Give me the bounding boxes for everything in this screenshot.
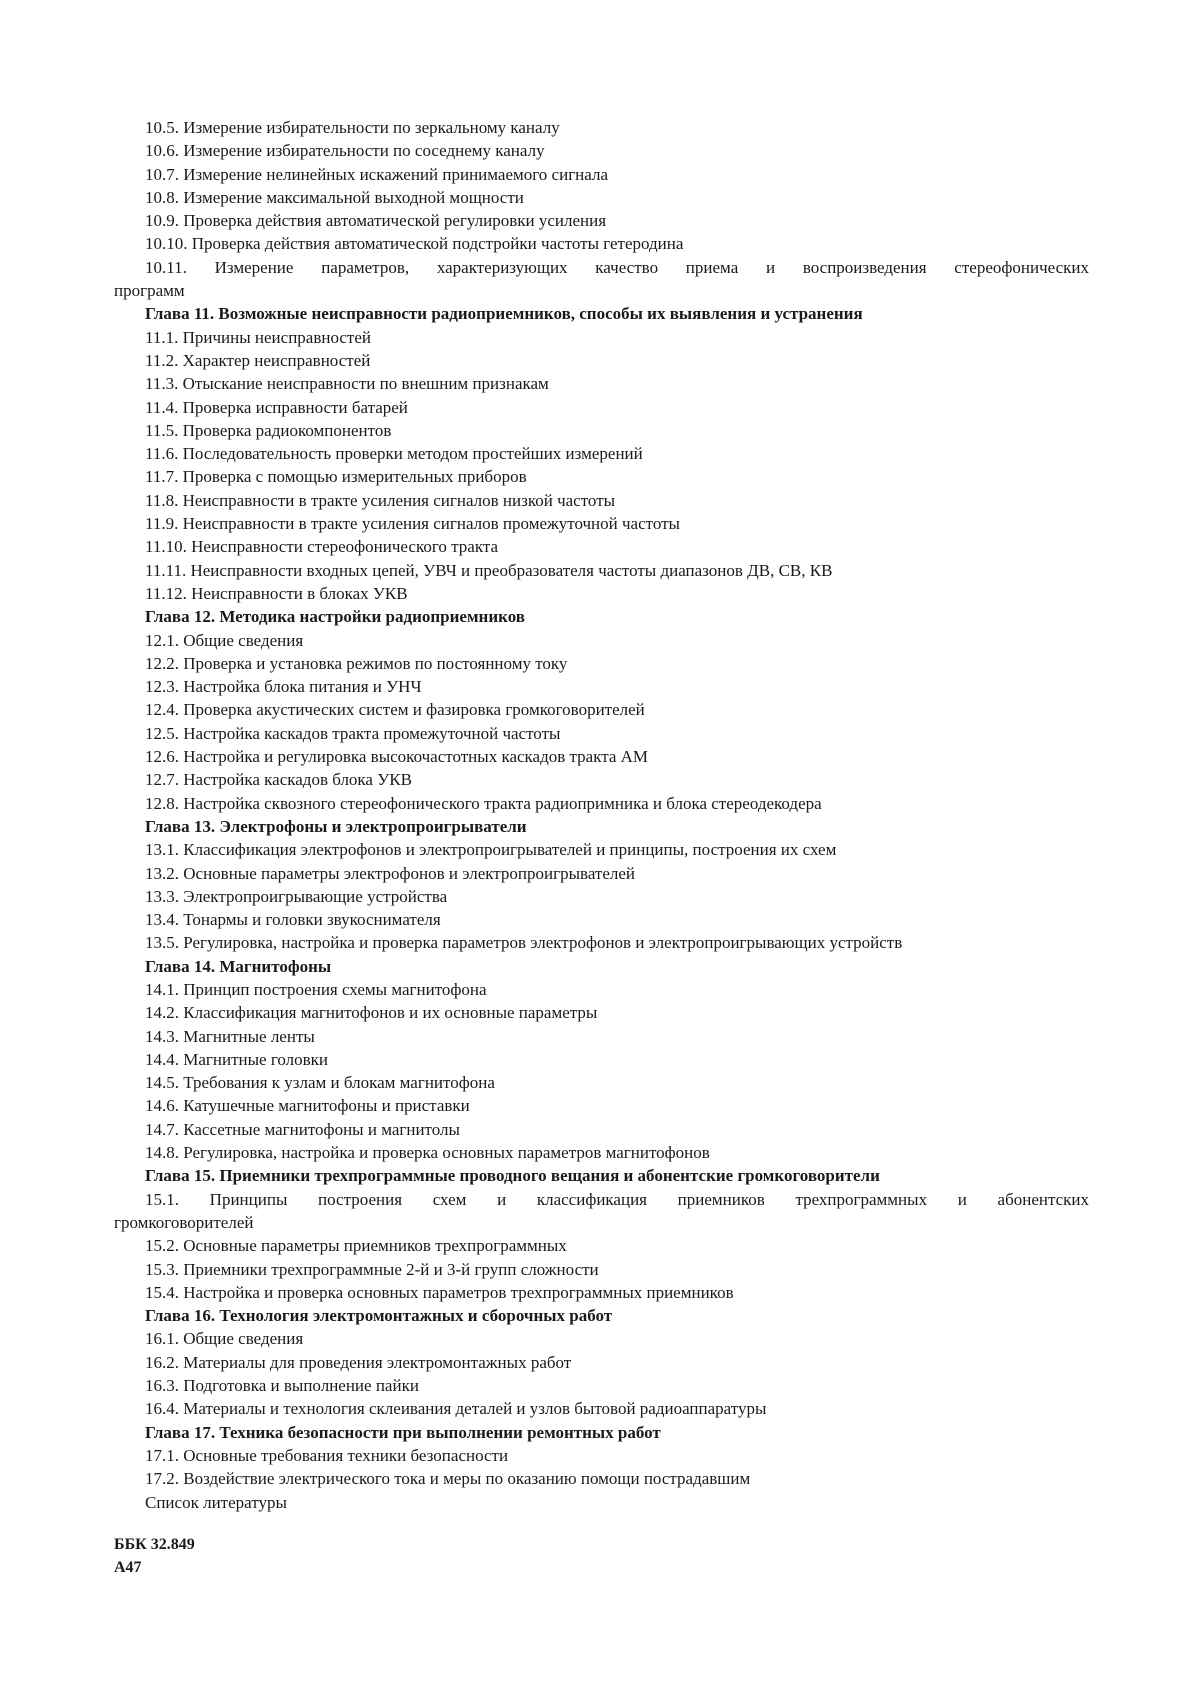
table-of-contents — [114, 116, 1089, 1514]
chapter-heading: Глава 13. Электрофоны и электропроигрыватели — [145, 816, 527, 836]
toc-item: 11.10. Неисправности стереофонического тракта — [145, 537, 499, 557]
toc-item: 14.8. Регулировка, настройка и проверка основных параметров магнитофонов — [145, 1143, 710, 1163]
toc-item: 12.6. Настройка и регулировка высокочастотных каскадов тракта АМ — [145, 747, 649, 767]
toc-item: 15.3. Приемники трехпрограммные 2-й и 3-й групп сложности — [145, 1259, 599, 1279]
chapter-heading: Глава 15. Приемники трехпрограммные проводного вещания и абонентские громкоговорители — [145, 1166, 880, 1186]
toc-item: 14.1. Принцип построения схемы магнитофона — [145, 979, 487, 999]
toc-item: 10.10. Проверка действия автоматической подстройки частоты гетеродина — [145, 234, 684, 254]
chapter-heading: Глава 14. Магнитофоны — [145, 956, 332, 976]
toc-item: 11.1. Причины неисправностей — [145, 327, 372, 347]
toc-item: 11.6. Последовательность проверки методом простейших измерений — [145, 444, 643, 464]
toc-item: 10.7. Измерение нелинейных искажений принимаемого сигнала — [145, 164, 608, 184]
toc-item: 12.2. Проверка и установка режимов по постоянному току — [145, 653, 568, 673]
toc-item: 12.4. Проверка акустических систем и фазировка громкоговорителей — [145, 700, 645, 720]
toc-item-continuation: программ — [114, 281, 185, 301]
toc-item: 11.12. Неисправности в блоках УКВ — [145, 583, 408, 603]
toc-item: 11.3. Отыскание неисправности по внешним признакам — [145, 374, 549, 394]
toc-item: 12.3. Настройка блока питания и УНЧ — [145, 677, 422, 697]
toc-item: 14.2. Классификация магнитофонов и их основные параметры — [145, 1003, 598, 1023]
toc-item: 13.4. Тонармы и головки звукоснимателя — [145, 910, 441, 930]
toc-item: 14.6. Катушечные магнитофоны и приставки — [145, 1096, 470, 1116]
toc-item: 15.2. Основные параметры приемников трехпрограммных — [145, 1236, 567, 1256]
toc-item: 12.7. Настройка каскадов блока УКВ — [145, 770, 412, 790]
chapter-heading: Глава 16. Технология электромонтажных и сборочных работ — [145, 1306, 613, 1326]
toc-item: 11.4. Проверка исправности батарей — [145, 397, 408, 417]
bbk-block — [114, 1533, 195, 1579]
chapter-heading: Глава 17. Техника безопасности при выполнении ремонтных работ — [145, 1422, 661, 1442]
toc-item: 12.8. Настройка сквозного стереофонического тракта радиопримника и блока стереодекодера — [145, 793, 822, 813]
toc-item: 10.9. Проверка действия автоматической регулировки усиления — [145, 211, 607, 231]
toc-item: 14.3. Магнитные ленты — [145, 1026, 315, 1046]
toc-item-text: 15.1. Принципы построения схем и классификация приемников трехпрограммных и абонентских — [145, 1189, 1089, 1209]
toc-item: 15.4. Настройка и проверка основных параметров трехпрограммных приемников — [145, 1282, 734, 1302]
toc-item: 13.1. Классификация электрофонов и электропроигрывателей и принципы, построения их схем — [145, 840, 837, 860]
chapter-heading: Глава 11. Возможные неисправности радиоприемников, способы их выявления и устранения — [145, 304, 863, 324]
toc-item-wrapped — [114, 1188, 1089, 1235]
bbk-index: ББК 32.849 — [114, 1536, 195, 1553]
toc-item-continuation: громкоговорителей — [114, 1212, 254, 1232]
toc-item: 16.1. Общие сведения — [145, 1329, 304, 1349]
toc-item: Список литературы — [145, 1492, 287, 1512]
toc-item: 11.5. Проверка радиокомпонентов — [145, 420, 392, 440]
toc-item: 16.4. Материалы и технология склеивания деталей и узлов бытовой радиоаппаратуры — [145, 1399, 767, 1419]
toc-item: 13.3. Электропроигрывающие устройства — [145, 886, 448, 906]
toc-item: 11.11. Неисправности входных цепей, УВЧ и преобразователя частоты диапазонов ДВ, СВ, КВ — [145, 560, 833, 580]
toc-item: 11.2. Характер неисправностей — [145, 350, 371, 370]
toc-item: 13.5. Регулировка, настройка и проверка параметров электрофонов и электропроигрывающих устройств — [145, 933, 903, 953]
toc-item: 11.9. Неисправности в тракте усиления сигналов промежуточной частоты — [145, 514, 680, 534]
toc-item: 10.8. Измерение максимальной выходной мощности — [145, 187, 524, 207]
toc-item-text: 10.11. Измерение параметров, характеризующих качество приема и воспроизведения стереофонических — [145, 257, 1089, 277]
author-code: А47 — [114, 1559, 142, 1576]
toc-item: 16.3. Подготовка и выполнение пайки — [145, 1376, 419, 1396]
toc-item: 11.7. Проверка с помощью измерительных приборов — [145, 467, 527, 487]
toc-item-wrapped — [114, 256, 1089, 303]
toc-item: 14.7. Кассетные магнитофоны и магнитолы — [145, 1119, 460, 1139]
toc-item: 13.2. Основные параметры электрофонов и электропроигрывателей — [145, 863, 636, 883]
toc-item: 12.1. Общие сведения — [145, 630, 304, 650]
toc-item: 17.2. Воздействие электрического тока и меры по оказанию помощи пострадавшим — [145, 1469, 751, 1489]
toc-item: 10.5. Измерение избирательности по зеркальному каналу — [145, 118, 560, 137]
toc-item: 11.8. Неисправности в тракте усиления сигналов низкой частоты — [145, 490, 616, 510]
toc-item: 12.5. Настройка каскадов тракта промежуточной частоты — [145, 723, 561, 743]
chapter-heading: Глава 12. Методика настройки радиоприемников — [145, 607, 525, 627]
toc-item: 10.6. Измерение избирательности по соседнему каналу — [145, 141, 545, 161]
toc-item: 14.5. Требования к узлам и блокам магнитофона — [145, 1073, 495, 1093]
toc-item: 17.1. Основные требования техники безопасности — [145, 1445, 509, 1465]
toc-item: 16.2. Материалы для проведения электромонтажных работ — [145, 1352, 572, 1372]
toc-item: 14.4. Магнитные головки — [145, 1049, 329, 1069]
